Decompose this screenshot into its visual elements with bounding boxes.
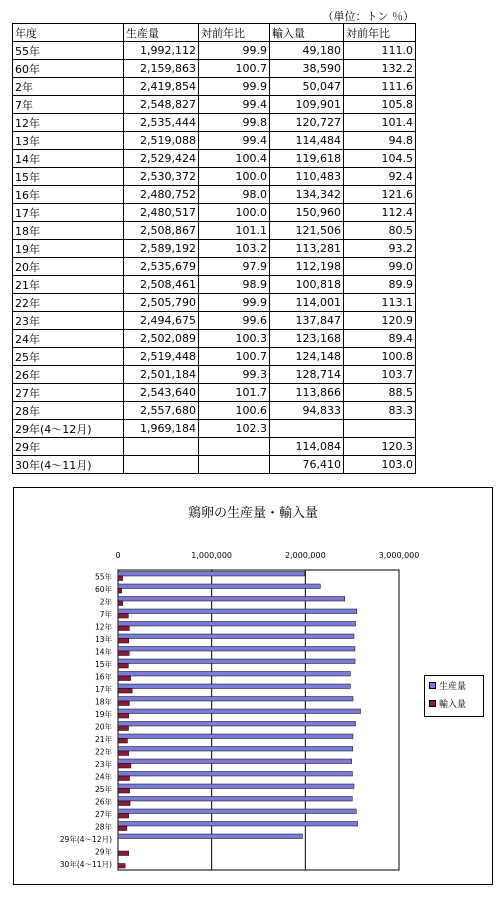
cell-year: 15年 [13, 168, 124, 186]
cell-import: 114,001 [270, 294, 344, 312]
cell-import: 121,506 [270, 222, 344, 240]
cell-production: 2,529,424 [124, 150, 199, 168]
cell-import: 150,960 [270, 204, 344, 222]
cell-production: 2,505,790 [124, 294, 199, 312]
cell-production: 2,530,372 [124, 168, 199, 186]
bar-import [118, 751, 129, 756]
header-production: 生産量 [124, 24, 199, 42]
bar-import [118, 589, 122, 594]
table-row [13, 384, 416, 402]
bar-import [118, 826, 127, 831]
cell-import-ratio: 88.5 [344, 384, 416, 402]
table-row [13, 186, 416, 204]
cell-year: 29年(4～12月) [13, 420, 124, 438]
cell-import-ratio: 89.4 [344, 330, 416, 348]
cell-production-ratio: 97.9 [199, 258, 270, 276]
cell-import: 134,342 [270, 186, 344, 204]
bar-production [118, 609, 357, 614]
table-header-row [13, 24, 416, 42]
cell-production: 2,419,854 [124, 78, 199, 96]
cell-production-ratio: 100.6 [199, 402, 270, 420]
cell-year: 23年 [13, 312, 124, 330]
bar-production [118, 797, 352, 802]
bar-production [118, 572, 305, 577]
cell-import: 110,483 [270, 168, 344, 186]
cell-import-ratio: 101.4 [344, 114, 416, 132]
bar-import [118, 714, 129, 719]
cell-import-ratio: 120.3 [344, 438, 416, 456]
table-row [13, 456, 416, 474]
y-category-label: 28年 [94, 822, 112, 832]
x-tick-label: 2,000,000 [284, 551, 326, 560]
table-row [13, 438, 416, 456]
cell-production-ratio: 99.9 [199, 78, 270, 96]
cell-import-ratio: 104.5 [344, 150, 416, 168]
cell-production-ratio: 98.9 [199, 276, 270, 294]
cell-import-ratio: 89.9 [344, 276, 416, 294]
cell-import-ratio: 120.9 [344, 312, 416, 330]
table-row [13, 330, 416, 348]
cell-import: 109,901 [270, 96, 344, 114]
cell-import: 49,180 [270, 42, 344, 60]
cell-import-ratio: 111.6 [344, 78, 416, 96]
cell-production-ratio [199, 438, 270, 456]
bar-import [118, 814, 129, 819]
bar-production [118, 634, 354, 639]
cell-production-ratio [199, 456, 270, 474]
cell-production: 2,502,089 [124, 330, 199, 348]
cell-import: 113,866 [270, 384, 344, 402]
cell-import: 119,618 [270, 150, 344, 168]
cell-import-ratio: 112.4 [344, 204, 416, 222]
cell-production-ratio: 99.9 [199, 294, 270, 312]
cell-import-ratio: 111.0 [344, 42, 416, 60]
chart-legend [424, 675, 484, 717]
cell-year: 19年 [13, 240, 124, 258]
cell-import: 124,148 [270, 348, 344, 366]
bar-production [118, 659, 355, 664]
y-category-label: 25年 [94, 784, 112, 794]
cell-production: 2,159,863 [124, 60, 199, 78]
table-row [13, 78, 416, 96]
cell-year: 13年 [13, 132, 124, 150]
bar-production [118, 759, 352, 764]
cell-import: 100,818 [270, 276, 344, 294]
table-row [13, 294, 416, 312]
y-category-label: 60年 [94, 584, 112, 594]
cell-production-ratio: 100.7 [199, 60, 270, 78]
table-row [13, 258, 416, 276]
bar-production [118, 822, 358, 827]
y-category-label: 23年 [94, 759, 112, 769]
cell-import-ratio: 99.0 [344, 258, 416, 276]
cell-production: 2,519,448 [124, 348, 199, 366]
cell-production-ratio: 100.0 [199, 168, 270, 186]
y-category-label: 17年 [94, 684, 112, 694]
bar-import [118, 864, 125, 869]
cell-year: 24年 [13, 330, 124, 348]
y-category-label: 29年(4～12月) [59, 834, 112, 844]
cell-production-ratio: 103.2 [199, 240, 270, 258]
y-category-label: 30年(4～11月) [59, 859, 112, 869]
cell-import: 114,084 [270, 438, 344, 456]
bar-import [118, 776, 130, 781]
cell-year: 18年 [13, 222, 124, 240]
cell-production-ratio: 101.1 [199, 222, 270, 240]
cell-production: 2,557,680 [124, 402, 199, 420]
bar-production [118, 784, 354, 789]
cell-production: 1,992,112 [124, 42, 199, 60]
cell-import-ratio: 103.0 [344, 456, 416, 474]
cell-import: 113,281 [270, 240, 344, 258]
cell-production-ratio: 100.7 [199, 348, 270, 366]
bar-import [118, 576, 123, 581]
cell-production: 2,480,517 [124, 204, 199, 222]
cell-import: 112,198 [270, 258, 344, 276]
bar-production [118, 747, 353, 752]
bar-import [118, 664, 128, 669]
y-category-label: 12年 [94, 622, 112, 632]
cell-production: 2,535,679 [124, 258, 199, 276]
cell-import: 76,410 [270, 456, 344, 474]
cell-year: 28年 [13, 402, 124, 420]
table-row [13, 150, 416, 168]
y-category-label: 20年 [94, 722, 112, 732]
bar-import [118, 676, 131, 681]
bar-import [118, 626, 129, 631]
bar-import [118, 639, 129, 644]
cell-production-ratio: 98.0 [199, 186, 270, 204]
cell-production-ratio: 99.9 [199, 42, 270, 60]
cell-production-ratio: 102.3 [199, 420, 270, 438]
cell-production-ratio: 101.7 [199, 384, 270, 402]
bar-production [118, 834, 302, 839]
chart-area [13, 487, 493, 885]
bar-import [118, 739, 127, 744]
x-tick-label: 0 [115, 551, 121, 560]
table-body [13, 42, 416, 474]
legend-item-production [425, 676, 483, 694]
bar-production [118, 709, 361, 714]
y-category-label: 55年 [94, 572, 112, 582]
cell-year: 55年 [13, 42, 124, 60]
cell-year: 14年 [13, 150, 124, 168]
bar-production [118, 809, 356, 814]
y-category-label: 14年 [94, 647, 112, 657]
bar-import [118, 701, 129, 706]
y-category-label: 21年 [94, 734, 112, 744]
bar-production [118, 772, 352, 777]
cell-year: 2年 [13, 78, 124, 96]
cell-import-ratio: 93.2 [344, 240, 416, 258]
y-category-label: 18年 [94, 697, 112, 707]
bar-production [118, 597, 345, 602]
cell-year: 26年 [13, 366, 124, 384]
bar-production [118, 672, 350, 677]
bar-import [118, 614, 128, 619]
table-row [13, 420, 416, 438]
cell-import-ratio: 80.5 [344, 222, 416, 240]
cell-year: 30年(4～11月) [13, 456, 124, 474]
bar-production [118, 622, 355, 627]
cell-import-ratio: 92.4 [344, 168, 416, 186]
cell-year: 25年 [13, 348, 124, 366]
cell-production: 2,543,640 [124, 384, 199, 402]
cell-production-ratio: 100.0 [199, 204, 270, 222]
y-category-label: 27年 [94, 809, 112, 819]
header-year: 年度 [13, 24, 124, 42]
cell-import: 137,847 [270, 312, 344, 330]
cell-production-ratio: 100.3 [199, 330, 270, 348]
header-import-ratio: 対前年比 [344, 24, 416, 42]
cell-import-ratio: 83.3 [344, 402, 416, 420]
cell-import: 114,484 [270, 132, 344, 150]
cell-production: 1,969,184 [124, 420, 199, 438]
cell-production: 2,508,461 [124, 276, 199, 294]
chart-plot [60, 551, 420, 870]
cell-production: 2,519,088 [124, 132, 199, 150]
cell-year: 20年 [13, 258, 124, 276]
cell-year: 22年 [13, 294, 124, 312]
table-row [13, 114, 416, 132]
cell-production: 2,508,867 [124, 222, 199, 240]
cell-production: 2,480,752 [124, 186, 199, 204]
x-tick-label: 3,000,000 [378, 551, 420, 560]
table-row [13, 96, 416, 114]
table-row [13, 348, 416, 366]
y-category-label: 16年 [94, 672, 112, 682]
header-production-ratio: 対前年比 [199, 24, 270, 42]
cell-year: 60年 [13, 60, 124, 78]
table-row [13, 402, 416, 420]
cell-production-ratio: 99.4 [199, 96, 270, 114]
unit-note: （単位：トン ％） [322, 10, 414, 23]
cell-import-ratio: 132.2 [344, 60, 416, 78]
cell-year: 16年 [13, 186, 124, 204]
y-category-label: 29年 [94, 847, 112, 857]
cell-import: 123,168 [270, 330, 344, 348]
cell-production-ratio: 99.4 [199, 132, 270, 150]
cell-year: 17年 [13, 204, 124, 222]
bar-import [118, 601, 123, 606]
chart-svg [14, 488, 492, 884]
cell-import-ratio: 105.8 [344, 96, 416, 114]
cell-import: 38,590 [270, 60, 344, 78]
table-row [13, 42, 416, 60]
cell-production: 2,494,675 [124, 312, 199, 330]
y-category-label: 24年 [94, 772, 112, 782]
cell-import-ratio: 113.1 [344, 294, 416, 312]
cell-production-ratio: 99.3 [199, 366, 270, 384]
bar-production [118, 584, 320, 589]
bar-production [118, 647, 355, 652]
cell-production: 2,501,184 [124, 366, 199, 384]
y-category-label: 15年 [94, 659, 112, 669]
cell-production: 2,535,444 [124, 114, 199, 132]
legend-item-import [425, 694, 483, 712]
cell-production-ratio: 99.6 [199, 312, 270, 330]
bar-import [118, 789, 130, 794]
data-table [12, 23, 416, 474]
bar-production [118, 684, 350, 689]
cell-import: 94,833 [270, 402, 344, 420]
cell-import: 120,727 [270, 114, 344, 132]
cell-year: 21年 [13, 276, 124, 294]
table-row [13, 168, 416, 186]
cell-production-ratio: 100.4 [199, 150, 270, 168]
y-category-label: 22年 [94, 747, 112, 757]
table-row [13, 276, 416, 294]
y-category-label: 7年 [99, 609, 112, 619]
bar-import [118, 801, 130, 806]
cell-production: 2,548,827 [124, 96, 199, 114]
cell-import [270, 420, 344, 438]
cell-import: 128,714 [270, 366, 344, 384]
table-row [13, 132, 416, 150]
table-row [13, 240, 416, 258]
cell-year: 7年 [13, 96, 124, 114]
bar-import [118, 726, 129, 731]
cell-year: 27年 [13, 384, 124, 402]
header-import: 輸入量 [270, 24, 344, 42]
table-row [13, 60, 416, 78]
table-row [13, 366, 416, 384]
cell-import: 50,047 [270, 78, 344, 96]
legend-swatch-import [429, 700, 436, 707]
y-category-label: 13年 [94, 634, 112, 644]
y-category-label: 2年 [99, 597, 112, 607]
legend-label-import: 輸入量 [439, 699, 467, 710]
chart-title: 鶏卵の生産量・輸入量 [187, 506, 319, 521]
table-row [13, 204, 416, 222]
bar-production [118, 697, 353, 702]
bar-import [118, 651, 129, 656]
bar-production [118, 734, 353, 739]
cell-import-ratio: 94.8 [344, 132, 416, 150]
cell-production-ratio: 99.8 [199, 114, 270, 132]
legend-label-production: 生産量 [439, 681, 467, 692]
bar-import [118, 689, 132, 694]
cell-year: 29年 [13, 438, 124, 456]
cell-production [124, 438, 199, 456]
x-tick-label: 1,000,000 [191, 551, 233, 560]
y-category-label: 19年 [94, 709, 112, 719]
table-row [13, 222, 416, 240]
cell-production: 2,589,192 [124, 240, 199, 258]
cell-year: 12年 [13, 114, 124, 132]
bar-import [118, 764, 131, 769]
cell-import-ratio: 121.6 [344, 186, 416, 204]
legend-swatch-production [429, 682, 436, 689]
y-category-label: 26年 [94, 797, 112, 807]
cell-production [124, 456, 199, 474]
cell-import-ratio: 100.8 [344, 348, 416, 366]
bar-import [118, 851, 129, 856]
table-row [13, 312, 416, 330]
bar-production [118, 722, 356, 727]
cell-import-ratio [344, 420, 416, 438]
cell-import-ratio: 103.7 [344, 366, 416, 384]
